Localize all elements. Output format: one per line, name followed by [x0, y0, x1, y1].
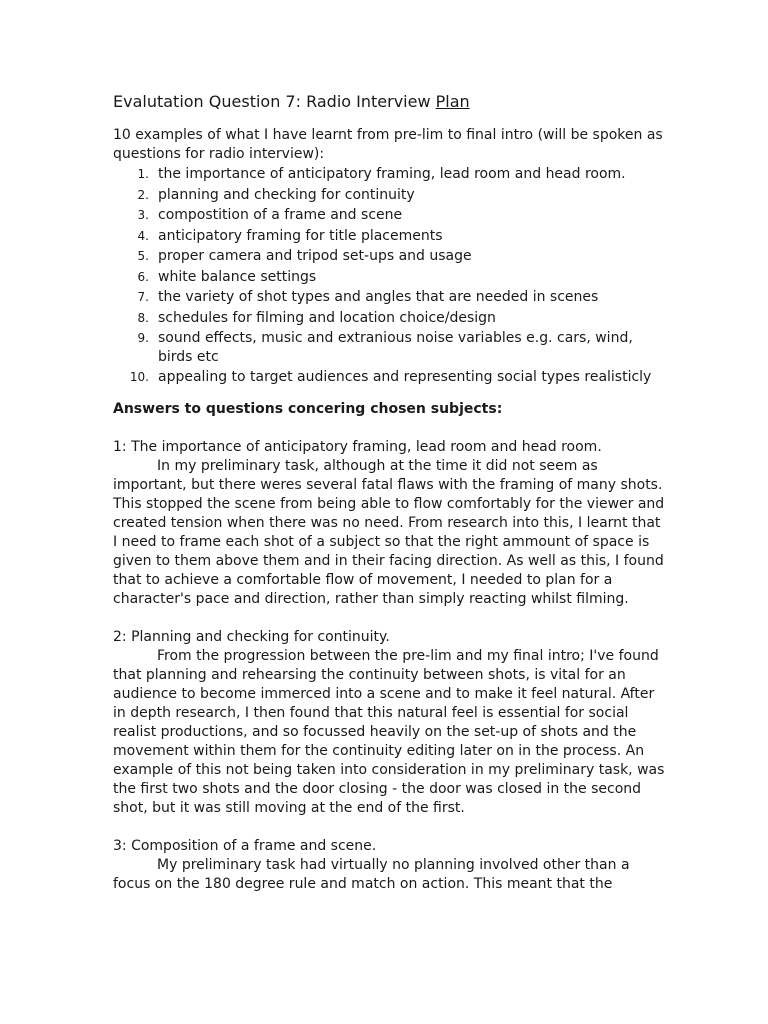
- list-item: [113, 267, 668, 288]
- list-item: [113, 246, 668, 267]
- list-item-text: appealing to target audiences and representing social types realisticly: [158, 369, 652, 385]
- section-heading: 2: Planning and checking for continuity.: [113, 628, 390, 645]
- list-item-text: proper camera and tripod set-ups and usage: [158, 248, 472, 264]
- section-body: In my preliminary task, although at the time it did not seem as important, but there weres several fatal flaws with the framing of many shots. This stopped the scene from being able to flow comfortably for the viewer and created tension when there was no need. From research into this, I learnt that I need to frame each shot of a subject so that the right ammount of space is given to them above them and in their facing direction. As well as this, I found that to achieve a comfortable flow of movement, I needed to plan for a character's pace and direction, rather than simply reacting whilst filming.: [113, 457, 665, 607]
- title-text: Evalutation Question 7: Radio Interview: [113, 92, 436, 111]
- title-underlined-word: Plan: [435, 92, 470, 111]
- answer-section-3: [113, 837, 668, 894]
- list-item: [113, 308, 668, 329]
- list-item: [113, 287, 668, 308]
- answer-section-2: [113, 628, 668, 818]
- list-item-number: 8.: [137, 310, 149, 325]
- list-item-number: 4.: [137, 228, 149, 243]
- list-item-number: 1.: [137, 167, 149, 181]
- list-item-text: schedules for filming and location choice/design: [158, 309, 496, 326]
- list-item-text: anticipatory framing for title placements: [158, 227, 443, 244]
- list-item-text: the importance of anticipatory framing, lead room and head room.: [158, 166, 626, 182]
- section-body: From the progression between the pre-lim and my final intro; I've found that planning and rehearsing the continuity between shots, is vital for an audience to become immerced into a scene and to make it feel natural. After in depth research, I then found that this natural feel is essential for social realist productions, and so focussed heavily on the set-up of shots and the movement within them for the continuity editing later on in the process. An example of this not being taken into consideration in my preliminary task, was the first two shots and the door closing - the door was closed in the second shot, but it was still moving at the end of the first.: [113, 647, 665, 816]
- list-item-number: 7.: [137, 290, 149, 304]
- list-item-number: 5.: [137, 249, 149, 263]
- list-item-number: 6.: [137, 269, 149, 284]
- list-item: [113, 185, 668, 206]
- section-heading: 1: The importance of anticipatory framing, lead room and head room.: [113, 438, 602, 455]
- answer-section-1: [113, 438, 668, 609]
- list-item-text: the variety of shot types and angles that are needed in scenes: [158, 289, 599, 305]
- list-item-text: compostition of a frame and scene: [158, 207, 403, 223]
- list-item-text: white balance settings: [158, 268, 317, 285]
- list-item-number: 3.: [137, 208, 149, 222]
- examples-list: [113, 164, 668, 388]
- document-title: [113, 92, 668, 112]
- list-item: [113, 226, 668, 247]
- list-item: [113, 328, 668, 367]
- list-item: [113, 367, 668, 388]
- intro-paragraph: 10 examples of what I have learnt from pre-lim to final intro (will be spoken as questions for radio interview):: [113, 127, 663, 162]
- list-item: [113, 205, 668, 226]
- list-item-text: sound effects, music and extranious noise variables e.g. cars, wind, birds etc: [158, 330, 633, 365]
- list-item-number: 9.: [137, 331, 149, 345]
- list-item-number: 2.: [137, 187, 149, 202]
- list-item-text: planning and checking for continuity: [158, 186, 415, 203]
- list-item-number: 10.: [129, 370, 149, 384]
- section-body: My preliminary task had virtually no planning involved other than a focus on the 180 degree rule and match on action. This meant that the: [113, 856, 630, 892]
- list-item: [113, 164, 668, 185]
- answers-heading: Answers to questions concering chosen subjects:: [113, 400, 503, 417]
- section-heading: 3: Composition of a frame and scene.: [113, 837, 377, 854]
